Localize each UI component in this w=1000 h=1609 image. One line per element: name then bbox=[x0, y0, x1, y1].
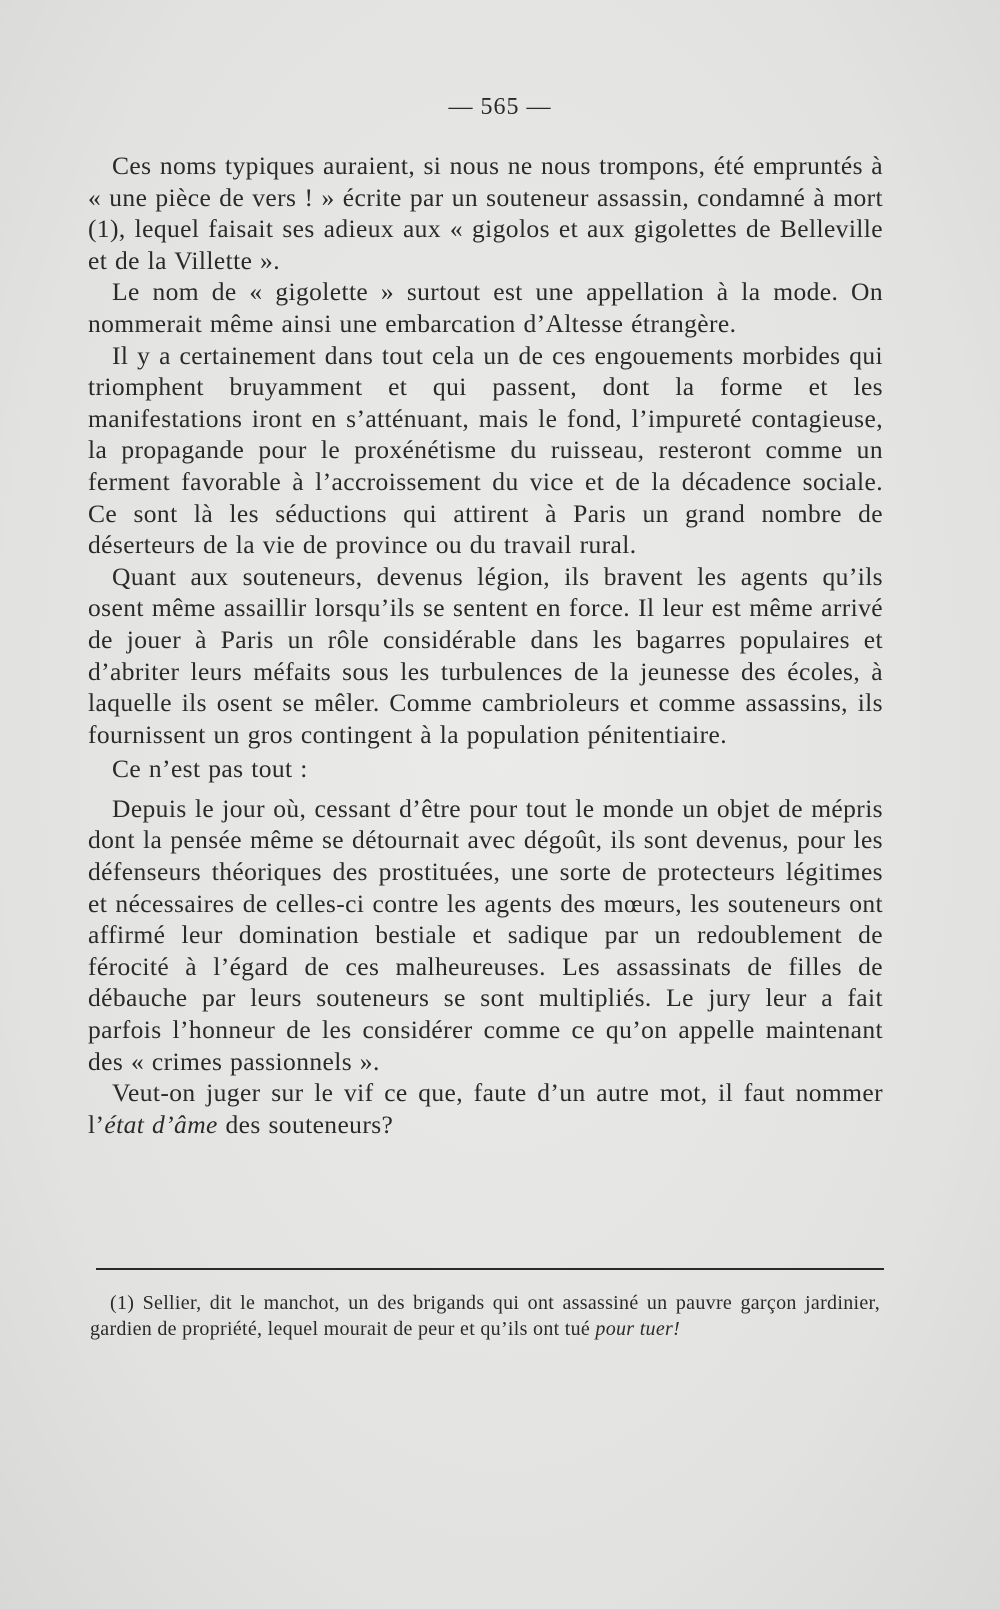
footnote-paragraph bbox=[90, 1290, 880, 1342]
last-paragraph-text: Veut-on juger sur le vif ce que, faute d’un autre mot, il faut nommer l’ bbox=[88, 1078, 883, 1139]
paragraph: Ce n’est pas tout : bbox=[112, 754, 308, 784]
body-text bbox=[88, 150, 883, 1140]
paragraph: Quant aux souteneurs, devenus légion, ils bravent les agents qu’ils osent même assaillir lorsqu’ils se sentent en force. Il leur est même arrivé de jouer à Paris un rôle considérable dans les bagarres populaires et d’abriter leurs méfaits sous les turbulences de la jeunesse des écoles, à laquelle ils osent se mêler. Comme cambrioleurs et comme assassins, ils fournissent un gros contingent à la population pénitentiaire. bbox=[88, 561, 883, 749]
paragraph: Le nom de « gigolette » surtout est une appellation à la mode. On nommerait même ainsi une embarcation d’Altesse étrangère. bbox=[88, 277, 883, 338]
footnote-italic: pour tuer! bbox=[595, 1318, 681, 1340]
paragraph: Depuis le jour où, cessant d’être pour tout le monde un objet de mépris dont la pensée même se détournait avec dégoût, ils sont devenus, pour les défenseurs théoriques des prostituées, une sorte de protecteurs légitimes et nécessaires de celles-ci contre les agents des mœurs, les souteneurs ont affirmé leur domination bestiale et sadique par un redoublement de férocité à l’égard de ces malheureuses. Les assassinats de filles de débauche par leurs souteneurs se sont multipliés. Le jury leur a fait parfois l’honneur de les considérer comme ce qu’on appelle maintenant des « crimes passionnels ». bbox=[88, 793, 883, 1076]
footnote-separator bbox=[96, 1268, 884, 1270]
page-number: — 565 — bbox=[448, 94, 552, 120]
paragraph: Il y a certainement dans tout cela un de ces engouements morbides qui triomphent bruyamment et qui passent, dont la forme et les manifestations iront en s’atténuant, mais le fond, l’impureté contagieuse, la propagande pour le proxénétisme du ruisseau, resteront comme un ferment favorable à l’accroissement du vice et de la décadence sociale. Ce sont là les séductions qui attirent à Paris un grand nombre de déserteurs de la vie de province ou du travail rural. bbox=[88, 340, 883, 560]
footnote-text: (1) Sellier, dit le manchot, un des brigands qui ont assassiné un pauvre garçon jardinier, gardien de propriété, lequel mourait de peur et qu’ils ont tué bbox=[90, 1292, 880, 1340]
footnote bbox=[90, 1290, 880, 1342]
italic-phrase: état d’âme bbox=[104, 1109, 218, 1139]
paragraph: Ces noms typiques auraient, si nous ne nous trompons, été empruntés à « une pièce de vers ! » écrite par un souteneur assassin, condamné à mort (1), lequel faisait ses adieux aux « gigolos et aux gigolettes de Belleville et de la Villette ». bbox=[88, 151, 883, 275]
last-paragraph-end: des souteneurs? bbox=[217, 1109, 394, 1139]
last-paragraph bbox=[88, 1077, 883, 1140]
